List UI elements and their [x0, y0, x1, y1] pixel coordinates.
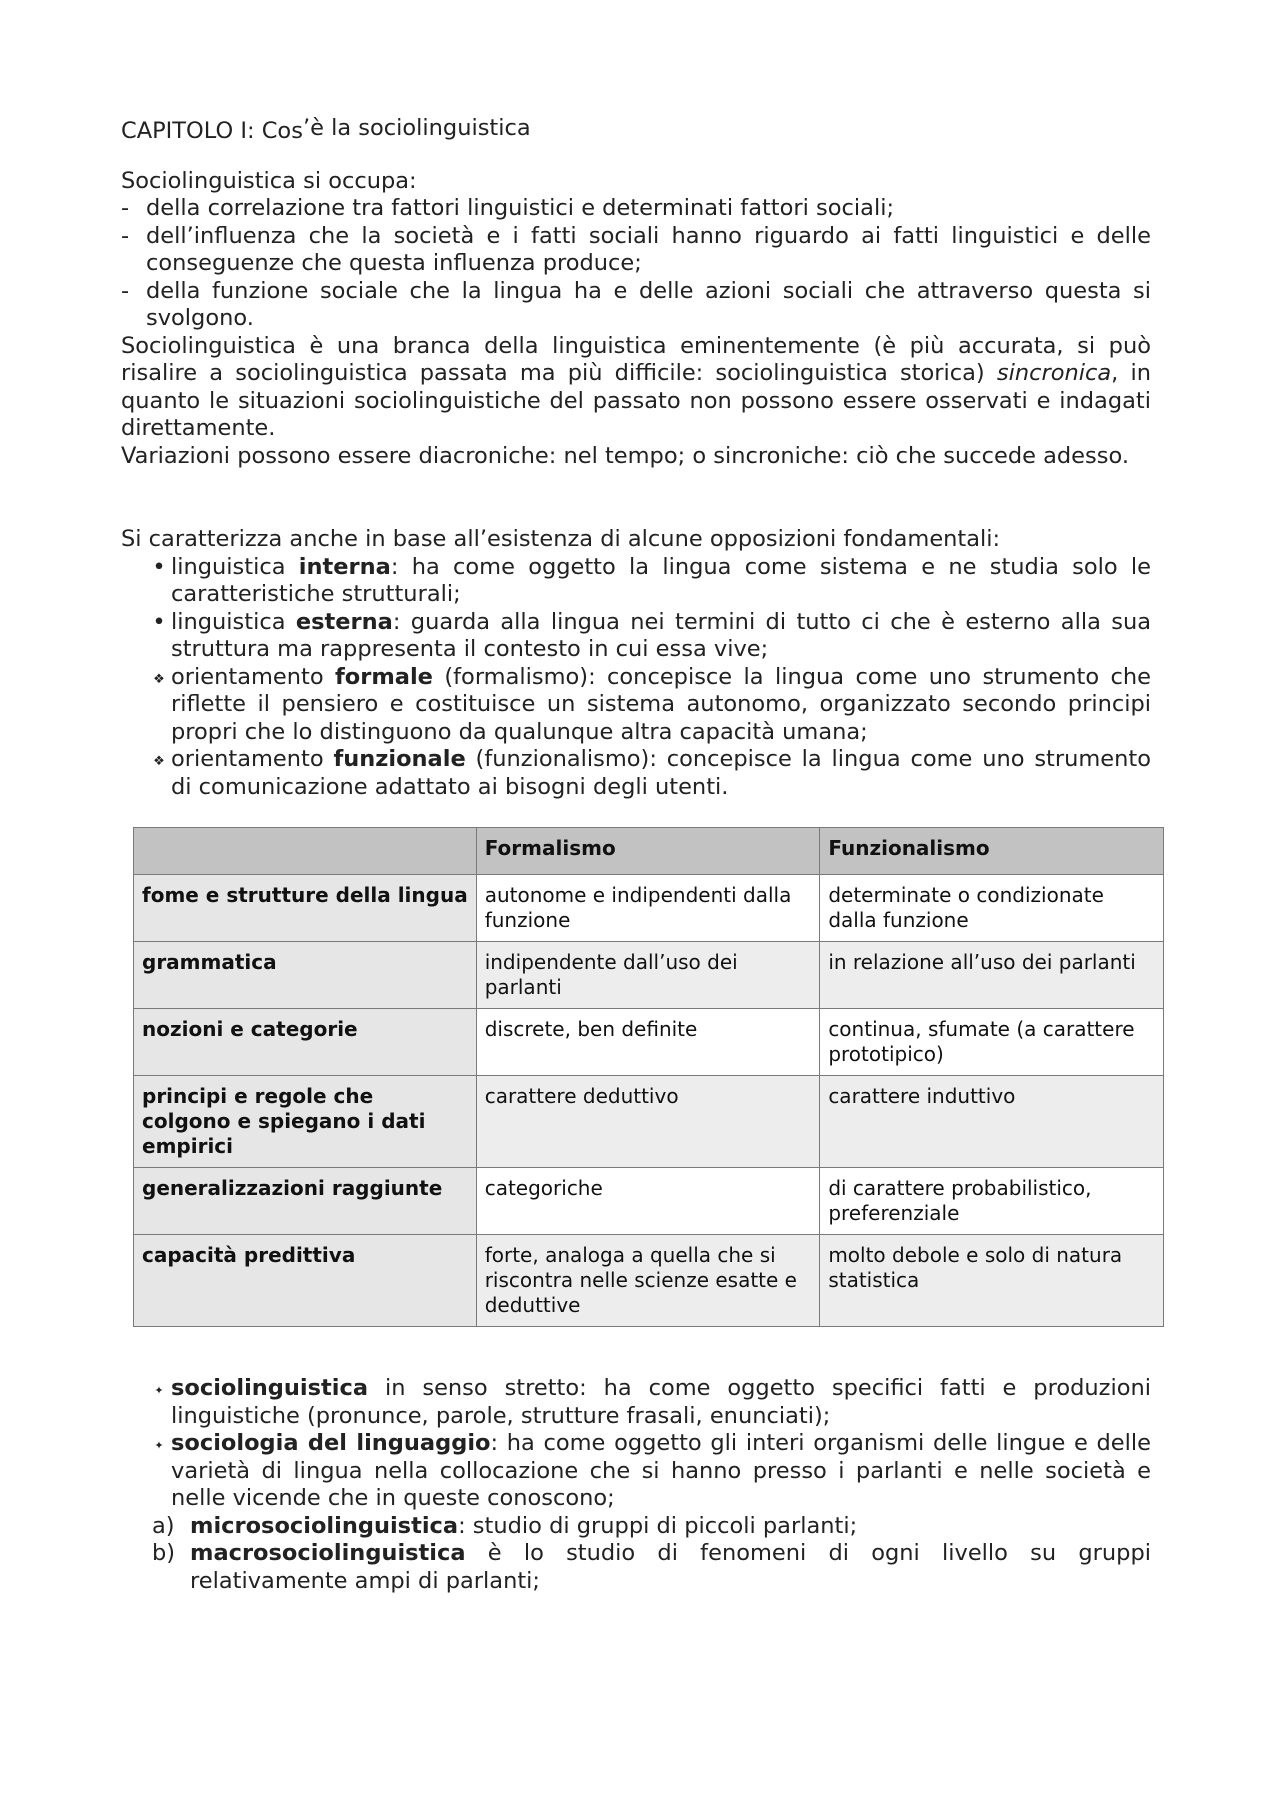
spacer	[121, 470, 1151, 526]
diamond-bullet-icon: ❖	[153, 754, 165, 769]
chapter-title-part-1: CAPITOLO I: Cos	[121, 118, 303, 144]
table-cell: molto debole e solo di natura statistica	[820, 1235, 1164, 1327]
table-row	[134, 1076, 1164, 1168]
list-item	[121, 1513, 1151, 1541]
bold-term: sociologia del linguaggio	[171, 1430, 491, 1456]
diamond-bullet-icon: ❖	[153, 671, 165, 687]
list-item	[153, 746, 1151, 801]
letter-marker: b)	[152, 1540, 176, 1566]
table-cell: autonome e indipendenti dalla funzione	[476, 875, 820, 942]
list-item-text: (formalismo): concepisce la lingua come uno strumento che riflette il pensiero e costituisce un sistema autonomo, organizzato secondo principi propri che lo distinguono da qualunque altra capacità umana;	[171, 663, 1151, 745]
chapter-title-part-2: ’è la sociolinguistica	[302, 115, 531, 141]
table-header-cell: Formalismo	[476, 828, 820, 875]
bold-term: funzionale	[333, 746, 466, 772]
dash-marker: -	[121, 222, 130, 249]
table-row-label: principi e regole che colgono e spiegano i dati empirici	[134, 1076, 477, 1168]
intro-lead: Sociolinguistica si occupa:	[121, 167, 417, 194]
table-cell: di carattere probabilistico, preferenziale	[820, 1168, 1164, 1235]
table-cell: carattere deduttivo	[476, 1076, 820, 1168]
table-cell: carattere induttivo	[820, 1076, 1164, 1168]
list-item	[121, 1540, 1151, 1595]
oppositions-list	[121, 554, 1151, 802]
comparison-table	[133, 827, 1164, 1327]
oppositions-lead: Si caratterizza anche in base all’esistenza di alcune opposizioni fondamentali:	[121, 526, 1001, 552]
bullet-icon: •	[152, 553, 166, 580]
table-cell: in relazione all’uso dei parlanti	[820, 942, 1164, 1009]
list-item-text: è lo studio di fenomeni di ogni livello su gruppi relativamente ampi di parlanti;	[190, 1540, 1151, 1594]
list-item	[152, 608, 1151, 664]
table-header-cell	[134, 828, 477, 875]
paragraph-text: Sociolinguistica è una branca della linguistica eminentemente (è più accurata, si può risalire a sociolinguistica passata ma più difficile: sociolinguistica storica)	[121, 332, 1151, 386]
list-item-text: : guarda alla lingua nei termini di tutto ci che è esterno alla sua struttura ma rappresenta il contesto in cui essa vive;	[171, 608, 1151, 662]
table-row-label: nozioni e categorie	[134, 1009, 477, 1076]
table-row	[134, 1168, 1164, 1235]
list-item	[154, 1375, 1151, 1430]
list-item-text: della funzione sociale che la lingua ha e delle azioni sociali che attraverso questa si svolgono.	[146, 277, 1151, 331]
bold-term: sociolinguistica	[171, 1375, 369, 1401]
list-item	[154, 1430, 1151, 1513]
star-bullet-icon: ✦	[154, 1384, 164, 1397]
list-item-text: orientamento	[171, 663, 335, 690]
spacer	[121, 1327, 1151, 1375]
table-cell: categoriche	[476, 1168, 820, 1235]
list-item-text: : studio di gruppi di piccoli parlanti;	[458, 1512, 858, 1539]
paragraph-text: , in quanto le situazioni sociolinguistiche del passato non possono essere osservati e indagati direttamente.	[121, 360, 1151, 441]
bold-term: esterna	[295, 608, 393, 635]
bold-term: formale	[335, 663, 433, 690]
chapter-title	[121, 115, 1151, 146]
table-row-label: capacità predittiva	[134, 1235, 477, 1327]
intro-list	[121, 195, 1151, 333]
list-item-text: : ha come oggetto gli interi organismi delle lingue e delle varietà di lingua nella collocazione che si hanno presso i parlanti e nelle società e nelle vicende che in queste conoscono;	[171, 1430, 1151, 1511]
list-item-text: dell’influenza che la società e i fatti sociali hanno riguardo ai fatti linguistici e delle conseguenze che questa influenza produce;	[146, 222, 1151, 276]
table-header-row	[134, 828, 1164, 875]
italic-term: sincronica	[996, 360, 1112, 386]
list-item-text: in senso stretto: ha come oggetto specifici fatti e produzioni linguistiche (pronunce, parole, strutture frasali, enunciati);	[171, 1375, 1151, 1429]
table-row	[134, 1009, 1164, 1076]
list-item	[152, 553, 1152, 609]
table-cell: indipendente dall’uso dei parlanti	[476, 942, 820, 1009]
dash-marker: -	[121, 195, 130, 221]
table-row	[134, 875, 1164, 942]
lettered-list	[121, 1513, 1151, 1596]
list-item-text: : ha come oggetto la lingua come sistema e ne studia solo le caratteristiche strutturali;	[171, 553, 1152, 607]
table-row-label: grammatica	[134, 942, 477, 1009]
paragraph-variations: Variazioni possono essere diacroniche: nel tempo; o sincroniche: ciò che succede adesso.	[121, 442, 1129, 469]
table-row-label: fome e strutture della lingua	[134, 875, 477, 942]
bold-term: interna	[298, 553, 391, 580]
list-item	[121, 195, 1151, 223]
list-item-text: linguistica	[171, 608, 296, 635]
list-item	[121, 223, 1151, 278]
table-row	[134, 1235, 1164, 1327]
table-cell: continua, sfumate (a carattere prototipico)	[820, 1009, 1164, 1076]
spacer	[121, 801, 1151, 827]
table-row	[134, 942, 1164, 1009]
star-bullet-icon: ✦	[154, 1439, 164, 1452]
table-row-label: generalizzazioni raggiunte	[134, 1168, 477, 1235]
list-item	[153, 663, 1151, 747]
table-cell: discrete, ben definite	[476, 1009, 820, 1076]
list-item-text: linguistica	[171, 553, 299, 580]
table-cell: forte, analoga a quella che si riscontra nelle scienze esatte e deduttive	[476, 1235, 820, 1327]
bold-term: macrosociolinguistica	[190, 1540, 466, 1566]
document-page	[121, 115, 1152, 1595]
bullet-icon: •	[152, 608, 166, 635]
letter-marker: a)	[152, 1512, 175, 1539]
dash-marker: -	[121, 277, 130, 304]
table-cell: determinate o condizionate dalla funzione	[820, 875, 1164, 942]
table-header-cell: Funzionalismo	[820, 828, 1164, 875]
list-item-text: orientamento	[171, 746, 334, 772]
paragraph-definition	[121, 333, 1151, 443]
list-item-text: (funzionalismo): concepisce la lingua come uno strumento di comunicazione adattato ai bisogni degli utenti.	[171, 746, 1151, 800]
list-item	[121, 278, 1151, 333]
scope-list	[121, 1375, 1151, 1513]
list-item-text: della correlazione tra fattori linguistici e determinati fattori sociali;	[146, 195, 895, 221]
bold-term: microsociolinguistica	[190, 1512, 459, 1539]
